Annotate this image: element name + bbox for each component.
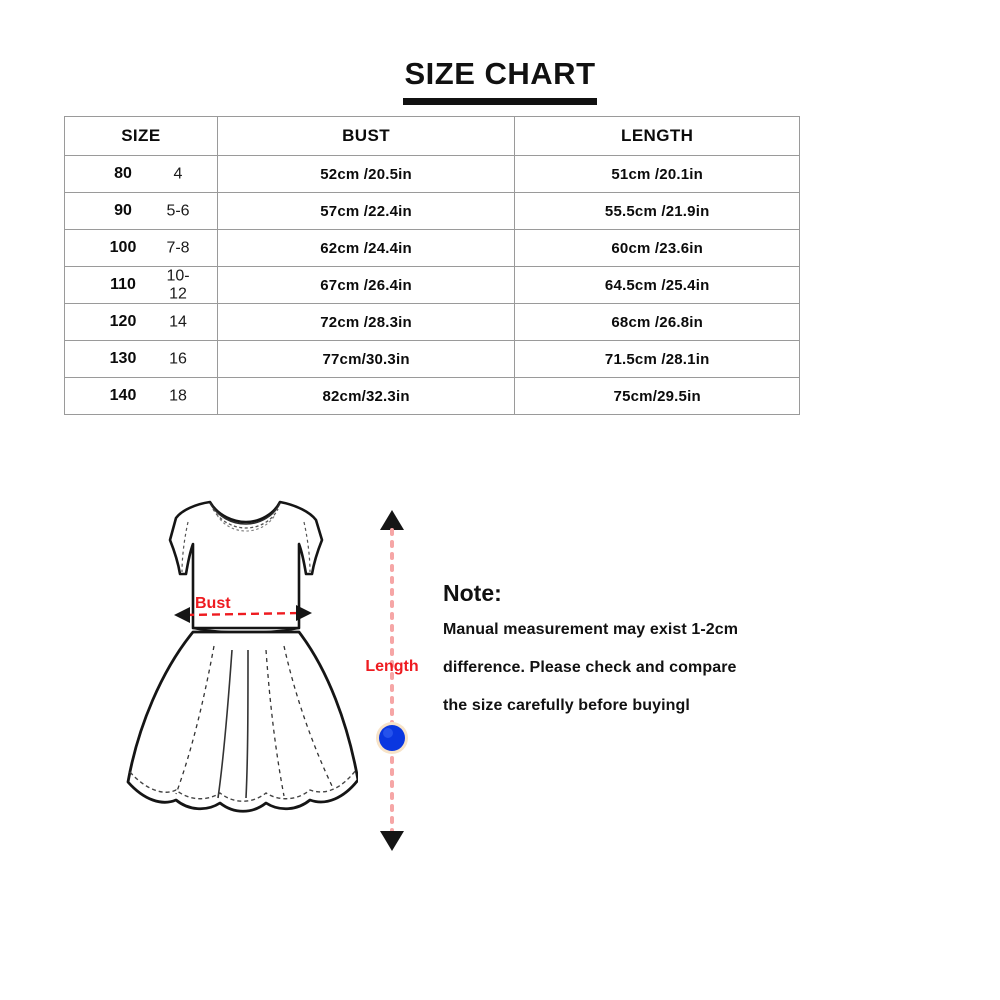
- length-arrow-down-icon: [380, 831, 404, 851]
- size-us-value: 7-8: [166, 239, 190, 257]
- bust-arrow-left-icon: [174, 607, 190, 623]
- table-row: [65, 304, 800, 341]
- cell-length: 51cm /20.1in: [515, 156, 800, 193]
- cell-length: 71.5cm /28.1in: [515, 341, 800, 378]
- note-body: [443, 622, 813, 714]
- table-row: [65, 267, 800, 304]
- table-row: [65, 156, 800, 193]
- bust-measure-overlay: [118, 500, 348, 860]
- length-label: Length: [365, 658, 419, 675]
- cell-size: [65, 341, 218, 378]
- bust-measure-line: [186, 613, 300, 615]
- cell-size: [65, 267, 218, 304]
- length-marker-highlight: [383, 728, 393, 738]
- size-cm-value: 120: [109, 313, 137, 330]
- column-header-size: SIZE: [65, 117, 218, 156]
- size-us-value: 5-6: [166, 202, 190, 220]
- length-arrow-up-icon: [380, 510, 404, 530]
- size-us-value: 14: [169, 313, 187, 331]
- note-line: the size carefully before buyingl: [443, 697, 690, 714]
- cell-size: [65, 230, 218, 267]
- size-cm-value: 110: [110, 276, 136, 293]
- page-title: SIZE CHART: [404, 56, 596, 91]
- table-row: [65, 230, 800, 267]
- size-cm-value: 140: [109, 387, 137, 404]
- title-block: [0, 58, 1000, 105]
- table-row: [65, 341, 800, 378]
- bust-label: Bust: [195, 595, 231, 612]
- bust-arrow-right-icon: [296, 605, 312, 621]
- cell-bust: 72cm /28.3in: [217, 304, 515, 341]
- cell-bust: 67cm /26.4in: [217, 267, 515, 304]
- cell-length: 68cm /26.8in: [515, 304, 800, 341]
- length-measure-group: [352, 508, 432, 853]
- cell-size: [65, 156, 218, 193]
- size-cm-value: 100: [109, 239, 137, 256]
- table-header-row: [65, 117, 800, 156]
- table-row: [65, 193, 800, 230]
- cell-bust: 57cm /22.4in: [217, 193, 515, 230]
- cell-bust: 62cm /24.4in: [217, 230, 515, 267]
- size-us-value: 10-12: [166, 267, 190, 303]
- size-cm-value: 80: [114, 165, 132, 182]
- note-line: difference. Please check and compare: [443, 659, 737, 676]
- size-us-value: 16: [169, 350, 187, 368]
- cell-bust: 82cm/32.3in: [217, 378, 515, 415]
- cell-length: 64.5cm /25.4in: [515, 267, 800, 304]
- column-header-bust: BUST: [217, 117, 515, 156]
- table-header: [65, 117, 800, 156]
- length-marker-dot: [379, 725, 405, 751]
- cell-bust: 52cm /20.5in: [217, 156, 515, 193]
- cell-length: 75cm/29.5in: [515, 378, 800, 415]
- size-chart-table: [64, 116, 800, 415]
- cell-bust: 77cm/30.3in: [217, 341, 515, 378]
- note-heading: Note:: [443, 580, 502, 606]
- cell-size: [65, 378, 218, 415]
- cell-length: 55.5cm /21.9in: [515, 193, 800, 230]
- table-row: [65, 378, 800, 415]
- size-cm-value: 90: [114, 202, 132, 219]
- title-underline: [403, 98, 597, 105]
- cell-size: [65, 304, 218, 341]
- size-cm-value: 130: [109, 350, 137, 367]
- note-block: [443, 580, 813, 736]
- cell-length: 60cm /23.6in: [515, 230, 800, 267]
- column-header-length: LENGTH: [515, 117, 800, 156]
- cell-size: [65, 193, 218, 230]
- size-us-value: 18: [169, 387, 187, 405]
- size-us-value: 4: [173, 165, 183, 183]
- length-measure-svg: [352, 508, 432, 853]
- note-line: Manual measurement may exist 1-2cm: [443, 621, 739, 638]
- table-body: [65, 156, 800, 415]
